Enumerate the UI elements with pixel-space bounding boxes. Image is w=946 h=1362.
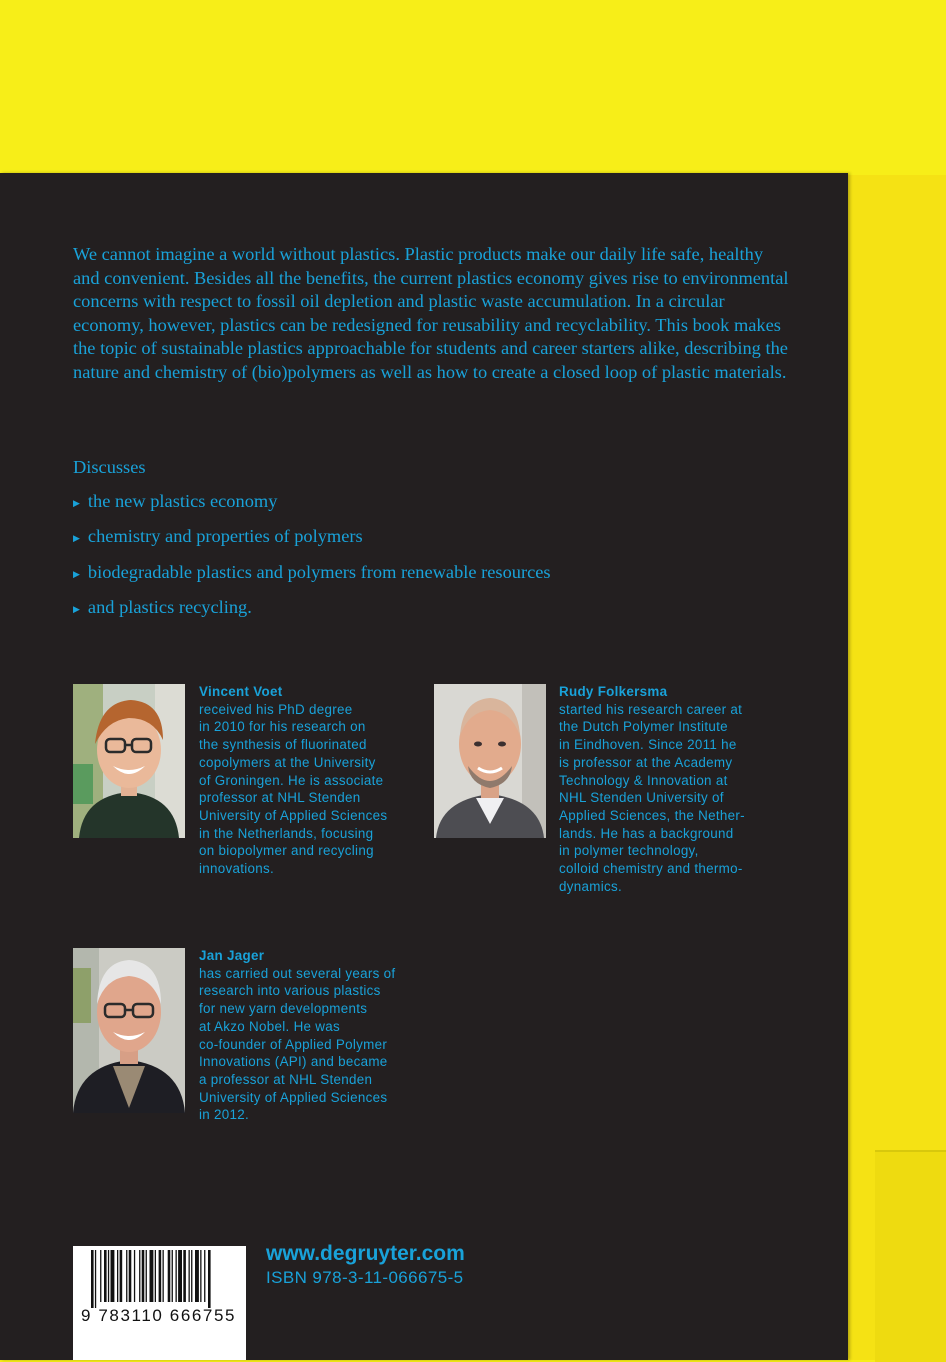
list-item [73,562,551,597]
list-item-label: the new plastics economy [87,491,278,511]
triangle-bullet-icon: ▶ [73,533,80,544]
barcode-bar [200,1250,201,1302]
author-bio: started his research career at the Dutch Polymer Institute in Eindhoven. Since 2011 he is professor at the Academy Technology & Innovation at NHL Stenden University of Applied Sciences, the Nether- lands. He has a background in polymer technology, colloid chemistry and thermo- dynamics. [559,701,745,894]
barcode-bar [134,1250,135,1302]
triangle-bullet-icon: ▶ [73,604,80,615]
barcode-bar [129,1250,132,1302]
author-bio-block [559,683,745,895]
author-bio-block [199,947,395,1124]
barcode-bar [204,1250,205,1302]
barcode-bar [108,1250,109,1302]
author-bio: received his PhD degree in 2010 for his research on the synthesis of fluorinated copolymers at the University of Groningen. He is associate professor at NHL Stenden University of Applied Sciences in the Netherlands, focusing on biopolymer and recycling innovations. [199,701,388,877]
list-item [73,526,551,561]
isbn-barcode [73,1246,246,1360]
barcode-bar [189,1250,190,1302]
author-bio-block [199,683,387,878]
barcode-bar [120,1250,123,1302]
list-item-label: and plastics recycling. [87,597,252,618]
list-item [73,491,551,526]
barcode-bar [208,1250,211,1308]
yellow-flap [875,1150,946,1362]
triangle-bullet-icon: ▶ [73,568,80,579]
barcode-bar [142,1250,145,1302]
barcode-digits: 9 783110 666755 [81,1306,237,1325]
author-bio: has carried out several years of research into various plastics for new yarn developments at Akzo Nobel. He was co-founder of Applied Polymer Innovations (API) and became a professor at NHL Stenden University of Applied Sciences in 2012. [199,965,396,1123]
barcode-bar [172,1250,173,1302]
author-name: Rudy Folkersma [559,684,668,699]
barcode-bars [73,1248,246,1310]
list-item-label: chemistry and properties of polymers [87,526,363,547]
author-name: Jan Jager [199,948,265,963]
list-item [73,597,551,632]
barcode-bar [176,1250,177,1302]
barcode-bar [168,1250,171,1302]
isbn-number: ISBN 978-3-11-066675-5 [266,1268,464,1287]
barcode-bar [159,1250,162,1302]
barcode-bar [104,1250,107,1302]
barcode-bar [111,1250,115,1302]
triangle-bullet-icon: ▶ [73,498,80,508]
barcode-bar [183,1250,186,1302]
barcode-bar [195,1250,199,1302]
publisher-website[interactable]: www.degruyter.com [266,1242,465,1265]
barcode-bar [91,1250,94,1308]
book-blurb: We cannot imagine a world without plastics. Plastic products make our daily life safe, healthy and convenient. Besides all the benefits, the current plastics economy gives rise to environmental concerns with respect to fossil oil depletion and plastic waste accumulation. In a circular economy, however, plastics can be redesigned for reusability and recyclability. This book makes the topic of sustainable plastics approachable for students and career starters alike, describing the nature and chemistry of (bio)polymers as well as how to create a closed loop of plastic materials. [73,244,789,382]
author-photo-jan-jager [73,948,185,1113]
barcode-bar [117,1250,118,1302]
barcode-bar [155,1250,156,1302]
barcode-bar [139,1250,140,1302]
barcode-bar [100,1250,101,1302]
discusses-list [73,491,551,633]
author-photo-vincent-voet [73,684,185,838]
barcode-bar [191,1250,192,1302]
barcode-bar [95,1250,96,1308]
list-item-label: biodegradable plastics and polymers from renewable resources [87,561,551,582]
barcode-bar [163,1250,164,1302]
barcode-bar [126,1250,127,1302]
barcode-bar [150,1250,154,1302]
discusses-heading: Discusses [73,457,146,477]
author-photo-rudy-folkersma [434,684,546,838]
barcode-bar [146,1250,147,1302]
barcode-bar [178,1250,182,1302]
author-name: Vincent Voet [199,684,283,699]
